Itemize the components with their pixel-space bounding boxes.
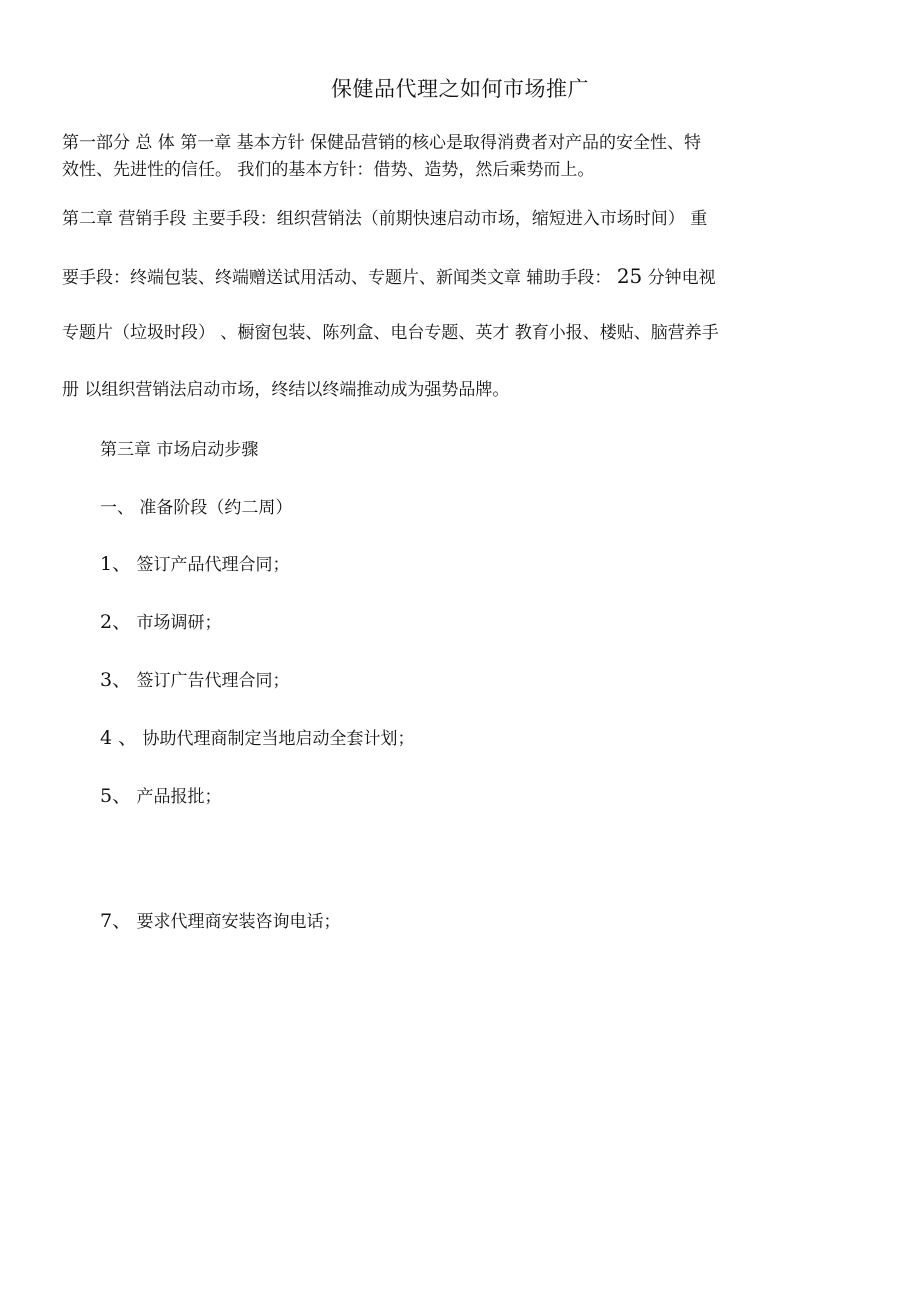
list-item-text: 签订产品代理合同； <box>131 555 290 575</box>
list-item-number: 5、 <box>100 785 132 807</box>
list-item <box>100 551 290 578</box>
list-item <box>100 667 290 694</box>
part1-line-1: 第一部分 总 体 第一章 基本方针 保健品营销的核心是取得消费者对产品的安全性、特 <box>62 133 702 153</box>
list-item-text: 市场调研； <box>131 613 222 633</box>
list-item <box>100 908 341 935</box>
part1-line-2: 效性、先进性的信任。 我们的基本方针：借势、造势，然后乘势而上。 <box>62 160 595 180</box>
chapter2-line-2-number: 25 <box>616 264 643 288</box>
chapter2-line-3: 专题片（垃圾时段） 、橱窗包装、陈列盒、电台专题、英才 教育小报、楼贴、脑营养手 <box>62 323 719 343</box>
document-title: 保健品代理之如何市场推广 <box>331 77 589 101</box>
chapter2-line-4: 册 以组织营销法启动市场，终结以终端推动成为强势品牌。 <box>62 380 510 400</box>
chapter2-line-2-text-before: 要手段：终端包装、终端赠送试用活动、专题片、新闻类文章 辅助手段： <box>62 268 617 288</box>
chapter2-line-2 <box>62 263 822 291</box>
chapter2-line-1: 第二章 营销手段 主要手段：组织营销法（前期快速启动市场，缩短进入市场时间） 重 <box>62 209 708 229</box>
list-item-number: 2、 <box>100 611 132 633</box>
chapter2-line-2-text-after: 分钟电视 <box>642 268 716 288</box>
chapter3-heading: 第三章 市场启动步骤 <box>100 440 259 460</box>
list-item-number: 4 、 <box>100 727 138 749</box>
list-item-text: 协助代理商制定当地启动全套计划； <box>137 729 415 749</box>
list-item-text: 产品报批； <box>131 787 222 807</box>
stage-heading: 一、 准备阶段（约二周） <box>100 498 293 518</box>
list-item-text: 要求代理商安装咨询电话； <box>131 912 341 932</box>
list-item-text: 签订广告代理合同； <box>131 671 290 691</box>
list-item-number: 3、 <box>100 669 132 691</box>
list-item-number: 7、 <box>100 910 132 932</box>
list-item <box>100 609 222 636</box>
list-item <box>100 725 415 752</box>
list-item-number: 1、 <box>100 553 132 575</box>
list-item <box>100 783 222 810</box>
